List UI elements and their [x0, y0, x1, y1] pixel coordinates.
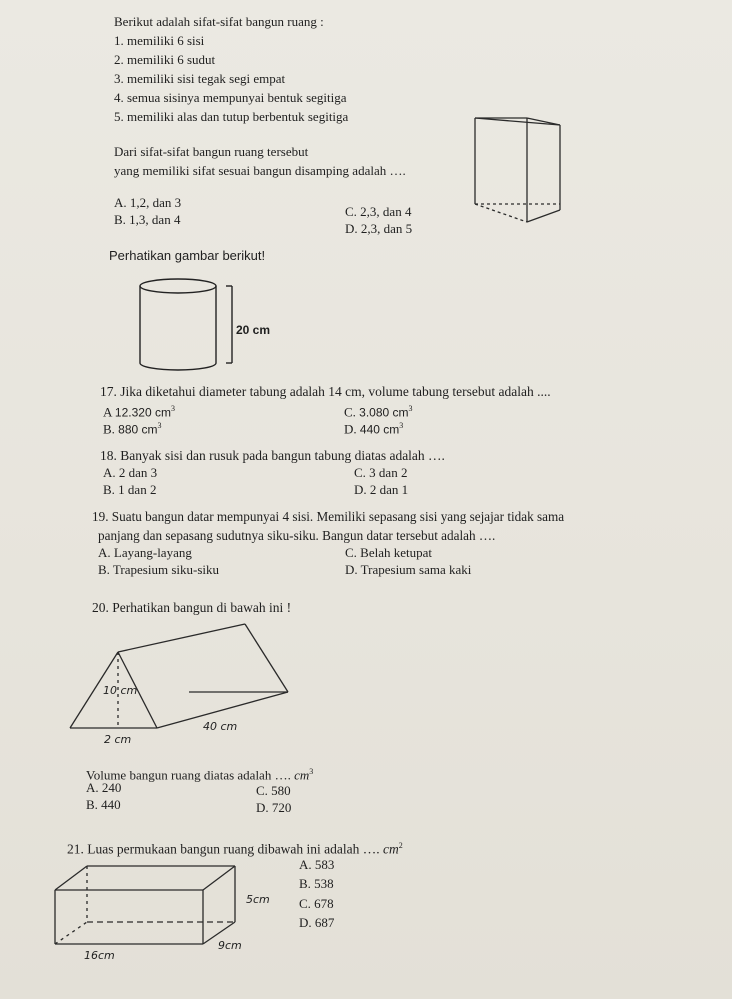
q21-width-label: 9cm	[218, 939, 242, 952]
cylinder-height-label: 20 cm	[236, 323, 271, 337]
q20-base-label: 2 cm	[104, 733, 132, 746]
q20-volume-text: Volume bangun ruang diatas adalah …. $cm^3$	[86, 767, 314, 783]
q17-stem: 17. Jika diketahui diameter tabung adalah 14 cm, volume tabung tersebut adalah ....	[100, 384, 551, 399]
triangular-prism-figure	[470, 110, 580, 230]
q18-option-b: B. 1 dan 2	[103, 482, 157, 497]
property-item-5: 5. memiliki alas dan tutup berbentuk segitiga	[114, 109, 349, 124]
q18-option-c: C. 3 dan 2	[354, 465, 408, 480]
cylinder-intro: Perhatikan gambar berikut!	[109, 248, 266, 263]
q18-stem: 18. Banyak sisi dan rusuk pada bangun tabung diatas adalah ….	[100, 448, 445, 463]
q21-option-b: B. 538	[299, 876, 334, 891]
q17-option-d: D. 440 $cm^3$	[344, 421, 404, 437]
option-b: B. 1,3, dan 4	[114, 212, 181, 227]
q20-option-c: C. 580	[256, 783, 291, 798]
q19-option-d: D. Trapesium sama kaki	[345, 562, 472, 577]
prism-figure-q20	[70, 616, 310, 746]
q21-option-a: A. 583	[299, 857, 335, 872]
property-item-4: 4. semua sisinya mempunyai bentuk segitiga	[114, 90, 347, 105]
q21-height-label: 5cm	[246, 893, 270, 906]
q19-stem-line-2: panjang dan sepasang sudutnya siku-siku. Bangun datar tersebut adalah ….	[98, 528, 496, 543]
q21-stem: 21. Luas permukaan bangun ruang dibawah ini adalah …. $cm^2$	[67, 841, 403, 857]
q19-option-c: C. Belah ketupat	[345, 545, 433, 560]
question-line-1: Dari sifat-sifat bangun ruang tersebut	[114, 144, 309, 159]
q18-option-d: D. 2 dan 1	[354, 482, 409, 497]
cuboid-figure-q21	[55, 860, 240, 950]
property-item-2: 2. memiliki 6 sudut	[114, 52, 216, 67]
q21-option-c: C. 678	[299, 896, 334, 911]
question-line-2: yang memiliki sifat sesuai bangun disamping adalah ….	[114, 163, 406, 178]
q17-option-b: B. 880 $cm^3$	[103, 421, 162, 437]
option-c: C. 2,3, dan 4	[345, 204, 412, 219]
q20-height-label: 10 cm	[103, 684, 138, 697]
q17-option-a: A 12.320 $cm^3$	[103, 404, 175, 420]
property-item-1: 1. memiliki 6 sisi	[114, 33, 205, 48]
q17-option-c: C. 3.080 $cm^3$	[344, 404, 413, 420]
q19-option-a: A. Layang-layang	[98, 545, 192, 560]
property-item-3: 3. memiliki sisi tegak segi empat	[114, 71, 286, 86]
option-d: D. 2,3, dan 5	[345, 221, 413, 236]
q21-length-label: 16cm	[84, 949, 115, 962]
q20-stem: 20. Perhatikan bangun di bawah ini !	[92, 600, 292, 615]
q18-option-a: A. 2 dan 3	[103, 465, 158, 480]
q20-option-d: D. 720	[256, 800, 292, 815]
q20-option-b: B. 440	[86, 797, 121, 812]
q20-length-label: 40 cm	[203, 720, 238, 733]
properties-intro: Berikut adalah sifat-sifat bangun ruang :	[114, 14, 324, 29]
q19-option-b: B. Trapesium siku-siku	[98, 562, 219, 577]
option-a: A. 1,2, dan 3	[114, 195, 182, 210]
q19-stem-line-1: 19. Suatu bangun datar mempunyai 4 sisi. Memiliki sepasang sisi yang sejajar tidak sama	[92, 509, 565, 524]
q21-option-d: D. 687	[299, 915, 335, 930]
q20-option-a: A. 240	[86, 780, 122, 795]
